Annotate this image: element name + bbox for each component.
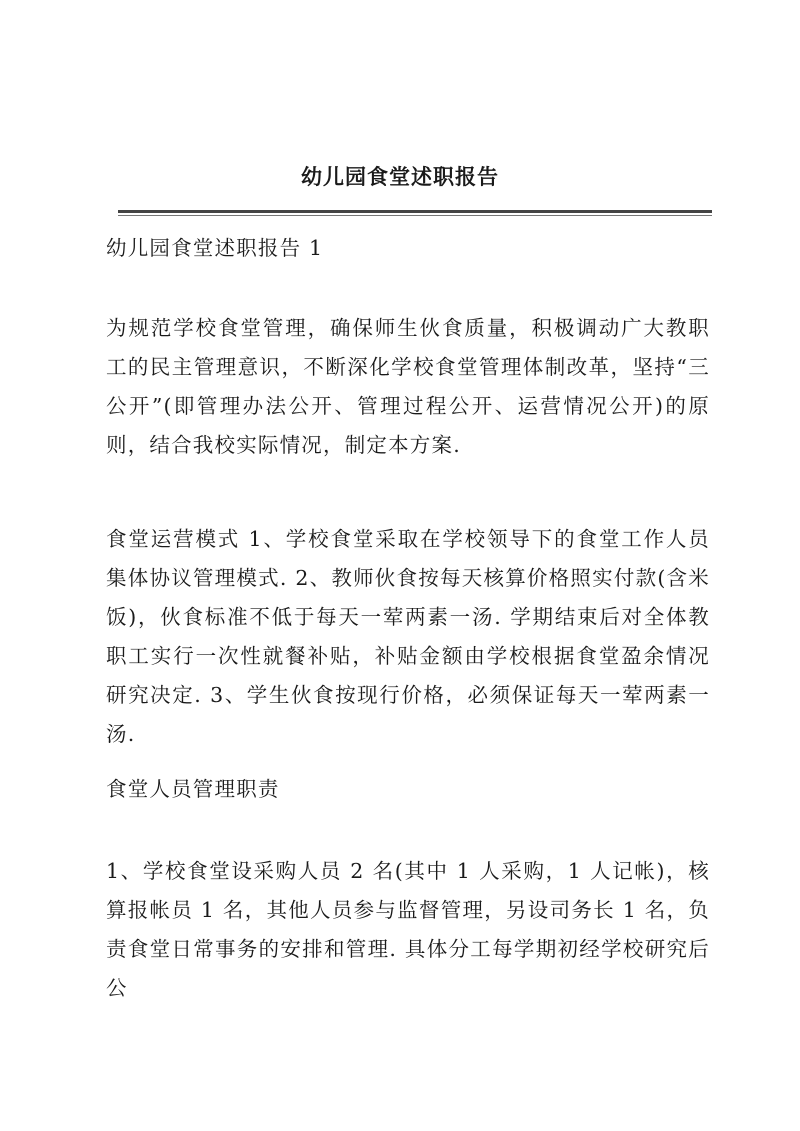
subheading-staff-duties: 食堂人员管理职责 bbox=[106, 777, 280, 801]
paragraph-operation-mode: 食堂运营模式 1、学校食堂采取在学校领导下的食堂工作人员集体协议管理模式. 2、教师伙食按每天核算价格照实付款(含米饭)，伙食标准不低于每天一荤两素一汤. 学期结束后对全体教职工实行一次性就餐补贴，补贴金额由学校根据食堂盈余情况研究决定. 3、学生伙食按现行价格，必须保证每天一荤两素一汤. bbox=[106, 527, 710, 746]
paragraph-intro: 为规范学校食堂管理，确保师生伙食质量，积极调动广大教职工的民主管理意识，不断深化学校食堂管理体制改革，坚持“三公开”(即管理办法公开、管理过程公开、运营情况公开)的原则，结合我校实际情况，制定本方案. bbox=[106, 316, 710, 457]
paragraph-staff-duties: 1、学校食堂设采购人员 2 名(其中 1 人采购，1 人记帐)，核算报帐员 1 名，其他人员参与监督管理，另设司务长 1 名，负责食堂日常事务的安排和管理. 具体分工每学期初经学校研究后公 bbox=[106, 859, 710, 1000]
document-title: 幼儿园食堂述职报告 bbox=[301, 164, 499, 189]
section-heading: 幼儿园食堂述职报告 1 bbox=[106, 236, 324, 260]
title-divider bbox=[118, 210, 712, 213]
